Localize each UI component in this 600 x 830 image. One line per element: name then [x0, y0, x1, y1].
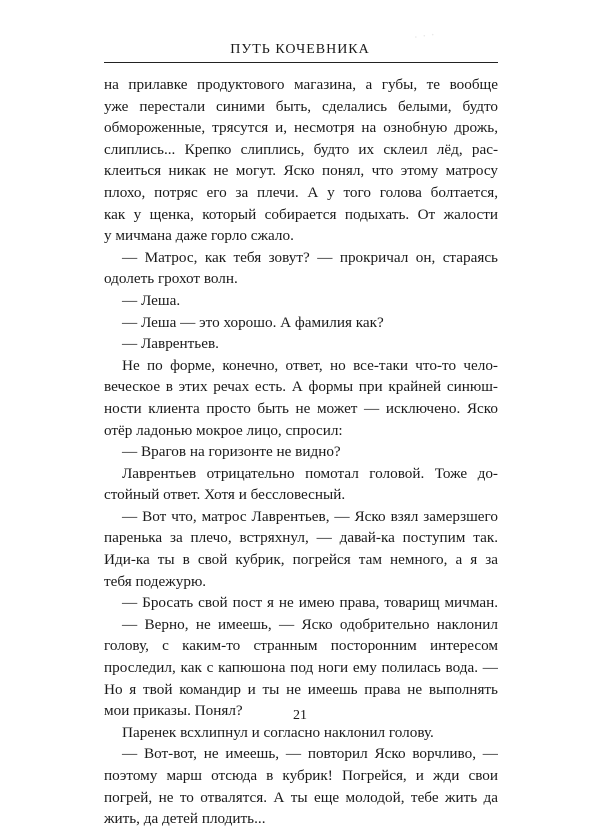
- text-line: — Леша — это хорошо. А фамилия как?: [122, 313, 384, 331]
- text-line: Не по форме, конечно, ответ, но все-таки что-то чело-: [122, 356, 498, 374]
- text-line: у мичмана даже горло сжало.: [104, 227, 294, 245]
- text-line: Иди-ка ты в свой кубрик, погрейся там немного, а я за: [104, 551, 498, 569]
- bleed-through-mark: · · ·: [412, 26, 437, 45]
- text-line: — Врагов на горизонте не видно?: [122, 443, 341, 461]
- text-line: Но я твой командир и ты не имеешь права не выполнять: [104, 680, 498, 698]
- text-line: — Бросать свой пост я не имею права, товарищ мичман.: [122, 594, 498, 612]
- text-line: паренька за плечо, встряхнул, — давай-ка поступим так.: [104, 529, 498, 547]
- text-line: — Лаврентьев.: [122, 335, 219, 353]
- text-line: — Леша.: [122, 291, 181, 309]
- text-line: уже перестали синими быть, сделались белыми, будто: [104, 97, 498, 115]
- text-line: поэтому марш отсюда в кубрик! Погрейся, и жди свои: [104, 767, 498, 784]
- text-line: стойный ответ. Хотя и бессловесный.: [104, 486, 346, 504]
- text-line: — Матрос, как тебя зовут? — прокричал он, стараясь: [122, 248, 498, 266]
- text-line: слиплись... Крепко слиплись, будто их склеил лёд, рас-: [104, 140, 498, 158]
- text-line: одолеть грохот волн.: [104, 270, 238, 288]
- header-rule: [104, 62, 498, 63]
- text-line: жить, да детей плодить...: [104, 810, 266, 828]
- text-line: погрей, не то отвалятся. А ты еще молодой, тебе жить да: [104, 788, 498, 806]
- text-line: Лаврентьев отрицательно помотал головой. Тоже до-: [122, 464, 498, 482]
- text-line: — Верно, не имеешь, — Яско одобрительно наклонил: [122, 615, 498, 633]
- text-line: Паренек всхлипнул и согласно наклонил голову.: [122, 723, 434, 741]
- text-line: на прилавке продуктового магазина, а губы, те вообще: [104, 76, 498, 93]
- text-line: — Вот-вот, не имеешь, — повторил Яско ворчливо, —: [122, 745, 498, 763]
- text-line: — Вот что, матрос Лаврентьев, — Яско взял замерзшего: [122, 507, 498, 525]
- text-line: плохо, потряс его за плечи. А у того голова болтается,: [104, 183, 498, 201]
- text-line: веческое в этих речах есть. А формы при крайней синюш-: [104, 378, 498, 396]
- text-line: отёр ладонью мокрое лицо, спросил:: [104, 421, 343, 439]
- text-line: мои приказы. Понял?: [104, 702, 243, 720]
- page-number: 21: [293, 708, 307, 723]
- text-line: проследил, как с капюшона под ноги ему полилась вода. —: [104, 659, 498, 677]
- text-line: обмороженные, трясутся и, несмотря на ознобную дрожь,: [104, 119, 498, 137]
- text-line: тебя подежурю.: [104, 572, 207, 590]
- text-line: голову, с каким-то странным посторонним интересом: [104, 637, 498, 655]
- running-title: ПУТЬ КОЧЕВНИКА: [230, 42, 370, 57]
- text-line: как у щенка, который собирается подыхать. От жалости: [104, 205, 498, 223]
- text-line: ности клиента просто быть не может — исключено. Яско: [104, 399, 498, 417]
- text-line: клеиться никак не могут. Яско понял, что этому матросу: [104, 162, 498, 180]
